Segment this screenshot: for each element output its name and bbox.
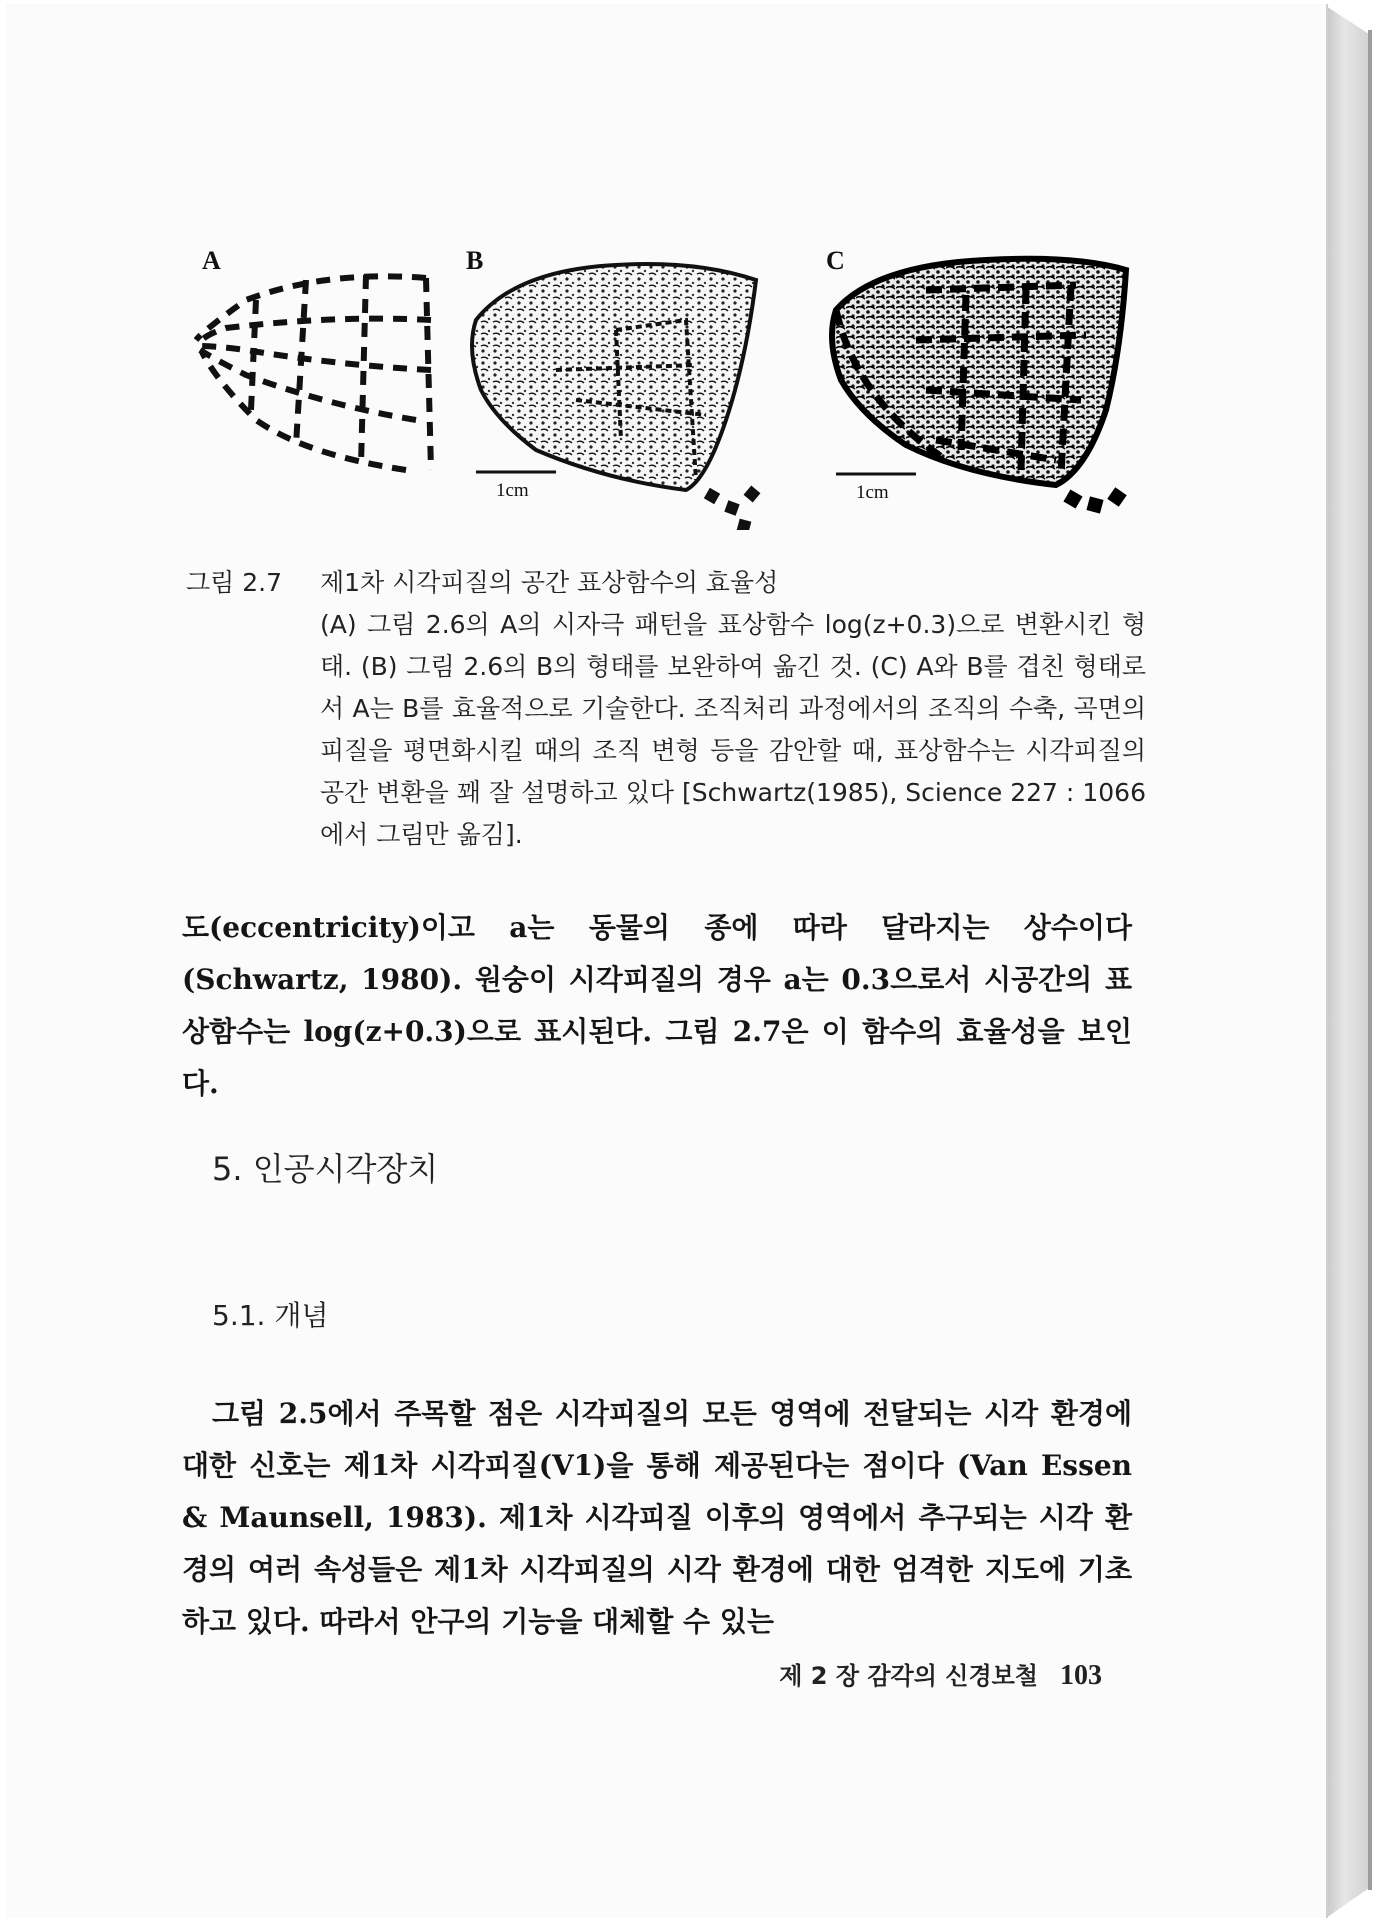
figure-panel-a — [186, 240, 446, 500]
figure-2-7 — [186, 240, 1146, 540]
subsection-heading: 5.1. 개념 — [212, 1299, 329, 1332]
figure-caption — [186, 562, 1146, 856]
log-map-grid-diagram — [186, 240, 446, 490]
panel-letter-b: B — [466, 246, 484, 275]
figure-panel-b — [456, 240, 796, 540]
panel-letter-c: C — [826, 246, 845, 275]
figure-panel-c — [816, 240, 1156, 540]
scale-bar-label-c: 1cm — [856, 482, 889, 503]
page-edge-line — [1368, 30, 1372, 1890]
scale-bar-label-b: 1cm — [496, 480, 529, 501]
chapter-title: 제 2 장 감각의 신경보철 — [779, 1662, 1038, 1690]
page-edge — [1326, 6, 1372, 1918]
page-number: 103 — [1060, 1660, 1102, 1691]
page — [6, 4, 1328, 1918]
caption-title: 제1차 시각피질의 공간 표상함수의 효율성 — [320, 568, 779, 597]
caption-label: 그림 2.7 — [186, 568, 283, 597]
panel-letter-a: A — [202, 246, 221, 275]
page-footer — [746, 1656, 1102, 1692]
paragraph-1: 도(eccentricity)이고 a는 동물의 종에 따라 달라지는 상수이다(Schwartz, 1980). 원숭이 시각피질의 경우 a는 0.3으로서 시공간의 표상함수는 log(z+0.3)으로 표시된다. 그림 2.7은 이 함수의 효율성을 보인다. — [182, 911, 1132, 1100]
caption-body: (A) 그림 2.6의 A의 시자극 패턴을 표상함수 log(z+0.3)으로 변환시킨 형태. (B) 그림 2.6의 B의 형태를 보완하여 옮긴 것. (C) A와 B를 겹친 형태로서 A는 B를 효율적으로 기술한다. 조직처리 과정에서의 조직의 수축, 곡면의 피질을 평면화시킬 때의 조직 변형 등을 감안할 때, 표상함수는 시각피질의 공간 변환을 꽤 잘 설명하고 있다 [Schwartz(1985), Science 227 : 1066에서 그림만 옮김]. — [320, 610, 1146, 849]
section-heading: 5. 인공시각장치 — [212, 1150, 439, 1188]
paragraph-2: 그림 2.5에서 주목할 점은 시각피질의 모든 영역에 전달되는 시각 환경에 대한 신호는 제1차 시각피질(V1)을 통해 제공된다는 점이다 (Van Essen & Maunsell, 1983). 제1차 시각피질 이후의 영역에서 추구되는 시각 환경의 여러 속성들은 제1차 시각피질의 시각 환경에 대한 엄격한 지도에 기초하고 있다. 따라서 안구의 기능을 대체할 수 있는 — [182, 1397, 1132, 1638]
